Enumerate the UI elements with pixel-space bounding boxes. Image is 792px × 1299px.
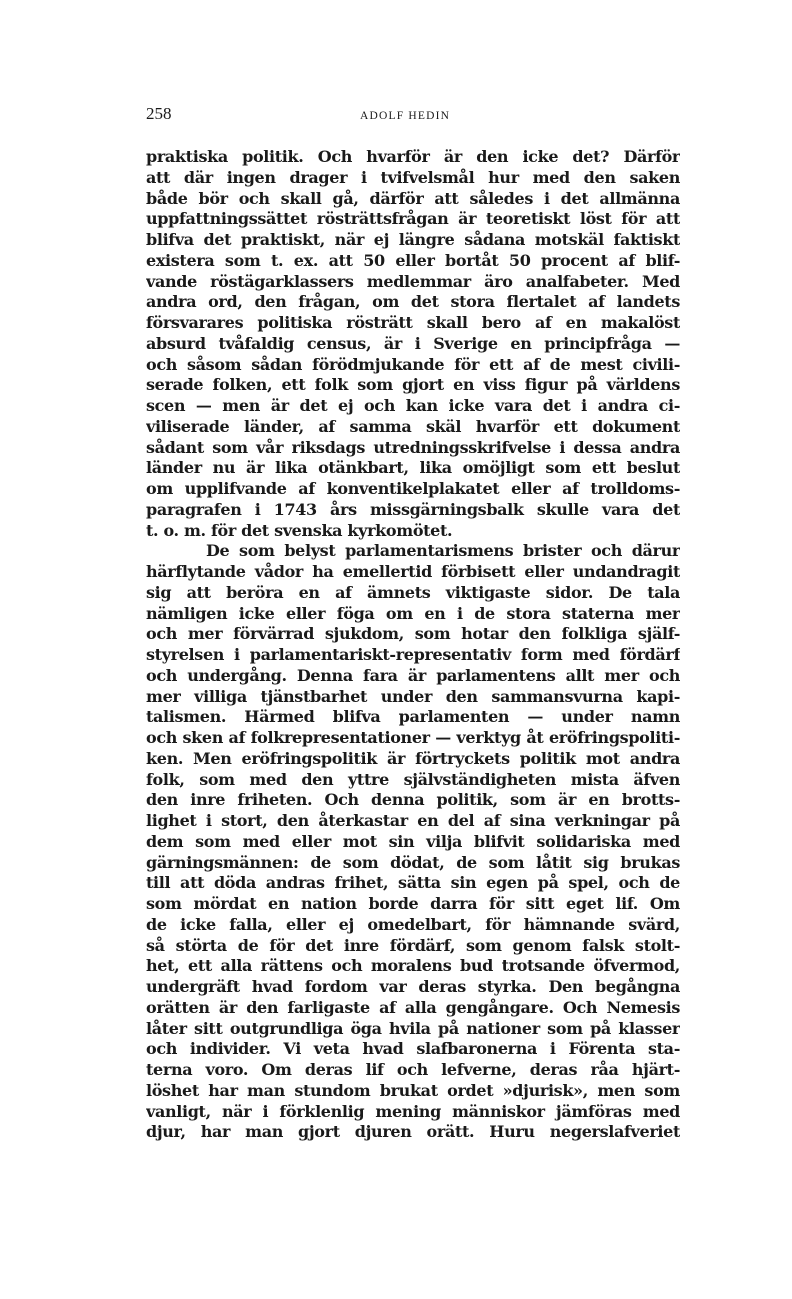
text-line: De som belyst parlamentarismens brister och därur xyxy=(206,541,680,561)
text-line: låter sitt outgrundliga öga hvila på nationer som på klasser xyxy=(146,1018,680,1038)
text-line: länder nu är lika otänkbart, lika omöjligt som ett beslut xyxy=(146,458,680,478)
text-line: och individer. Vi veta hvad slafbaronerna i Förenta sta- xyxy=(146,1039,680,1059)
text-line: gärningsmännen: de som dödat, de som låtit sig brukas xyxy=(146,852,680,872)
text-line: sig att beröra en af ämnets viktigaste sidor. De tala xyxy=(146,582,680,602)
text-line: både bör och skall gå, därför att således i det allmänna xyxy=(146,188,680,208)
text-line: blifva det praktiskt, när ej längre sådana motskäl faktiskt xyxy=(146,230,680,249)
text-line: undergräft hvad fordom var deras styrka. Den begångna xyxy=(146,977,680,996)
text-line: ken. Men eröfringspolitik är förtryckets politik mot andra xyxy=(146,748,680,768)
body-text xyxy=(146,147,680,1143)
text-line: och undergång. Denna fara är parlamentens allt mer och xyxy=(146,665,680,685)
text-line: och såsom sådan förödmjukande för ett af de mest civili- xyxy=(146,354,680,374)
text-line: djur, har man gjort djuren orätt. Huru negerslafveriet xyxy=(146,1122,680,1142)
page-header xyxy=(146,104,682,128)
text-line: existera som t. ex. att 50 eller bortåt 50 procent af blif- xyxy=(146,250,680,270)
text-line: terna voro. Om deras lif och lefverne, deras råa hjärt- xyxy=(146,1060,680,1079)
text-line: paragrafen i 1743 års missgärningsbalk skulle vara det xyxy=(146,499,680,519)
text-line: lighet i stort, den återkastar en del af sina verkningar på xyxy=(146,811,680,830)
text-line: till att döda andras frihet, sätta sin egen på spel, och de xyxy=(146,873,680,893)
text-line: mer villiga tjänstbarhet under den sammansvurna kapi- xyxy=(146,686,680,706)
text-line: de icke falla, eller ej omedelbart, för hämnande svärd, xyxy=(146,914,680,934)
text-line: vande röstägarklassers medlemmar äro analfabeter. Med xyxy=(146,271,680,291)
text-line: som mördat en nation borde darra för sitt eget lif. Om xyxy=(146,894,680,913)
text-line: att där ingen drager i tvifvelsmål hur med den saken xyxy=(146,167,680,187)
text-line: sådant som vår riksdags utredningsskrifvelse i dessa andra xyxy=(146,437,680,457)
text-line: och mer förvärrad sjukdom, som hotar den folkliga själf- xyxy=(146,624,680,644)
text-line: vanligt, när i förklenlig mening människor jämföras med xyxy=(146,1101,680,1121)
text-line: dem som med eller mot sin vilja blifvit solidariska med xyxy=(146,831,680,851)
text-line: talismen. Härmed blifva parlamenten — under namn xyxy=(146,707,680,727)
text-line: orätten är den farligaste af alla gengångare. Och Nemesis xyxy=(146,997,680,1017)
text-line: om upplifvande af konventikelplakatet eller af trolldoms- xyxy=(146,479,680,498)
text-line: scen — men är det ej och kan icke vara det i andra ci- xyxy=(146,396,680,415)
running-head: ADOLF HEDIN xyxy=(360,110,451,122)
text-line: försvarares politiska rösträtt skall bero af en makalöst xyxy=(146,313,680,332)
text-line: nämligen icke eller föga om en i de stora staterna mer xyxy=(146,603,680,623)
text-line: styrelsen i parlamentariskt-representativ form med fördärf xyxy=(146,645,680,664)
text-line: absurd tvåfaldig census, är i Sverige en principfråga — xyxy=(146,333,680,353)
text-line: löshet har man stundom brukat ordet »djurisk», men som xyxy=(146,1080,680,1100)
text-line: andra ord, den frågan, om det stora flertalet af landets xyxy=(146,292,680,312)
page-number: 258 xyxy=(146,104,172,123)
text-line: serade folken, ett folk som gjort en viss figur på världens xyxy=(146,375,680,395)
text-line: het, ett alla rättens och moralens bud trotsande öfvermod, xyxy=(146,956,680,976)
text-line: folk, som med den yttre självständigheten mista äfven xyxy=(146,769,680,789)
text-line: viliserade länder, af samma skäl hvarför ett dokument xyxy=(146,416,680,436)
text-line: uppfattningssättet rösträttsfrågan är teoretiskt löst för att xyxy=(146,209,680,229)
text-line: och sken af folkrepresentationer — verktyg åt eröfringspoliti- xyxy=(146,728,680,747)
text-line: så störta de för det inre fördärf, som genom falsk stolt- xyxy=(146,935,680,955)
text-line: den inre friheten. Och denna politik, som är en brotts- xyxy=(146,790,680,810)
text-line: härflytande vådor ha emellertid förbisett eller undandragit xyxy=(146,562,680,581)
text-line: praktiska politik. Och hvarför är den icke det? Därför xyxy=(146,147,680,166)
text-line: t. o. m. för det svenska kyrkomötet. xyxy=(146,520,453,540)
